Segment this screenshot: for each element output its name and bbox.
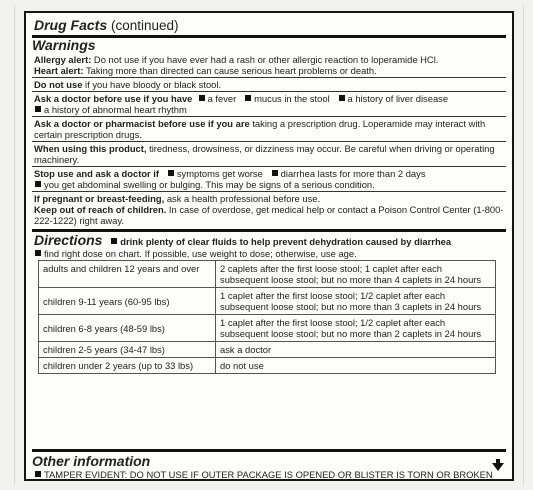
drug-facts-continued: (continued): [111, 18, 179, 33]
directions-drink: drink plenty of clear fluids to help prevent dehydration caused by diarrhea: [120, 236, 452, 247]
table-row: [39, 261, 496, 288]
dose-instructions: 2 caplets after the first loose stool; 1 caplet after each subsequent loose stool; but no more than 4 caplets in 24 hours: [216, 261, 496, 288]
other-information-section: [32, 449, 506, 481]
bullet-icon: [245, 95, 251, 101]
table-row: [39, 342, 496, 358]
bullet-icon: [272, 170, 278, 176]
ask-doctor-before-use: Ask a doctor before use if you have a fever mucus in the stool a history of liver disease a history of abnormal heart rhythm: [32, 91, 506, 116]
bullet-icon: [35, 471, 41, 477]
keep-out-of-reach-label: Keep out of reach of children.: [34, 204, 167, 215]
other-information-heading: Other information: [32, 453, 151, 469]
ask-doctor-or-pharmacist: Ask a doctor or pharmacist before use if you are taking a prescription drug. Loperamide may interact with certain prescription drugs.: [32, 116, 506, 141]
drug-facts-panel: [24, 11, 514, 481]
bullet-icon: [35, 250, 41, 256]
dose-instructions: do not use: [216, 358, 496, 374]
directions-heading: Directions: [34, 232, 103, 248]
bullet-icon: [35, 106, 41, 112]
heart-alert-text: Taking more than directed can cause serious heart problems or death.: [85, 65, 377, 76]
dose-instructions: 1 caplet after the first loose stool; 1/2 caplet after each subsequent loose stool; but no more than 2 caplets in 24 hours: [216, 315, 496, 342]
table-row: [39, 358, 496, 374]
down-arrow-icon: [492, 463, 504, 471]
dose-group: children 9-11 years (60-95 lbs): [39, 288, 216, 315]
heart-alert-label: Heart alert:: [34, 65, 84, 76]
when-using-this-product: When using this product, tiredness, drowsiness, or dizziness may occur. Be careful when driving or operating machinery.: [32, 141, 506, 166]
table-row: [39, 288, 496, 315]
allergy-alert: Allergy alert: Do not use if you have ever had a rash or other allergic reaction to loperamide HCl. Heart alert: Taking more than directed can cause serious heart problems or death.: [34, 54, 439, 76]
tamper-evident-text: TAMPER EVIDENT: DO NOT USE IF OUTER PACKAGE IS OPENED OR BLISTER IS TORN OR BROKEN: [44, 469, 493, 480]
drug-facts-title: Drug Facts: [34, 17, 108, 33]
bullet-icon: [199, 95, 205, 101]
warnings-heading: Warnings: [32, 37, 96, 53]
dose-group: children 2-5 years (34-47 lbs): [39, 342, 216, 358]
dose-group: children under 2 years (up to 33 lbs): [39, 358, 216, 374]
table-row: [39, 315, 496, 342]
do-not-use: Do not use if you have bloody or black stool.: [32, 77, 506, 91]
drug-facts-header: [32, 13, 506, 35]
bullet-icon: [111, 238, 117, 244]
directions-find-dose: find right dose on chart. If possible, use weight to dose; otherwise, use age.: [44, 248, 357, 259]
keep-out-of-reach-text: In case of overdose, get medical help or contact a Poison Control Center (1-800-222-1222) right away.: [34, 204, 504, 226]
dose-instructions: ask a doctor: [216, 342, 496, 358]
pregnancy-and-children: If pregnant or breast-feeding, ask a health professional before use. Keep out of reach of children. In case of overdose, get medical help or contact a Poison Control Center (1-800-222-1222) right away.: [32, 191, 506, 227]
bullet-icon: [339, 95, 345, 101]
dose-group: adults and children 12 years and over: [39, 261, 216, 288]
bullet-icon: [35, 181, 41, 187]
warnings-section: [32, 35, 506, 77]
dose-group: children 6-8 years (48-59 lbs): [39, 315, 216, 342]
stop-use: Stop use and ask a doctor if symptoms get worse diarrhea lasts for more than 2 days you get abdominal swelling or bulging. This may be signs of a serious condition.: [32, 166, 506, 191]
dosage-table: [38, 260, 496, 374]
bullet-icon: [168, 170, 174, 176]
dose-instructions: 1 caplet after the first loose stool; 1/2 caplet after each subsequent loose stool; but no more than 3 caplets in 24 hours: [216, 288, 496, 315]
directions-section: [32, 229, 506, 374]
